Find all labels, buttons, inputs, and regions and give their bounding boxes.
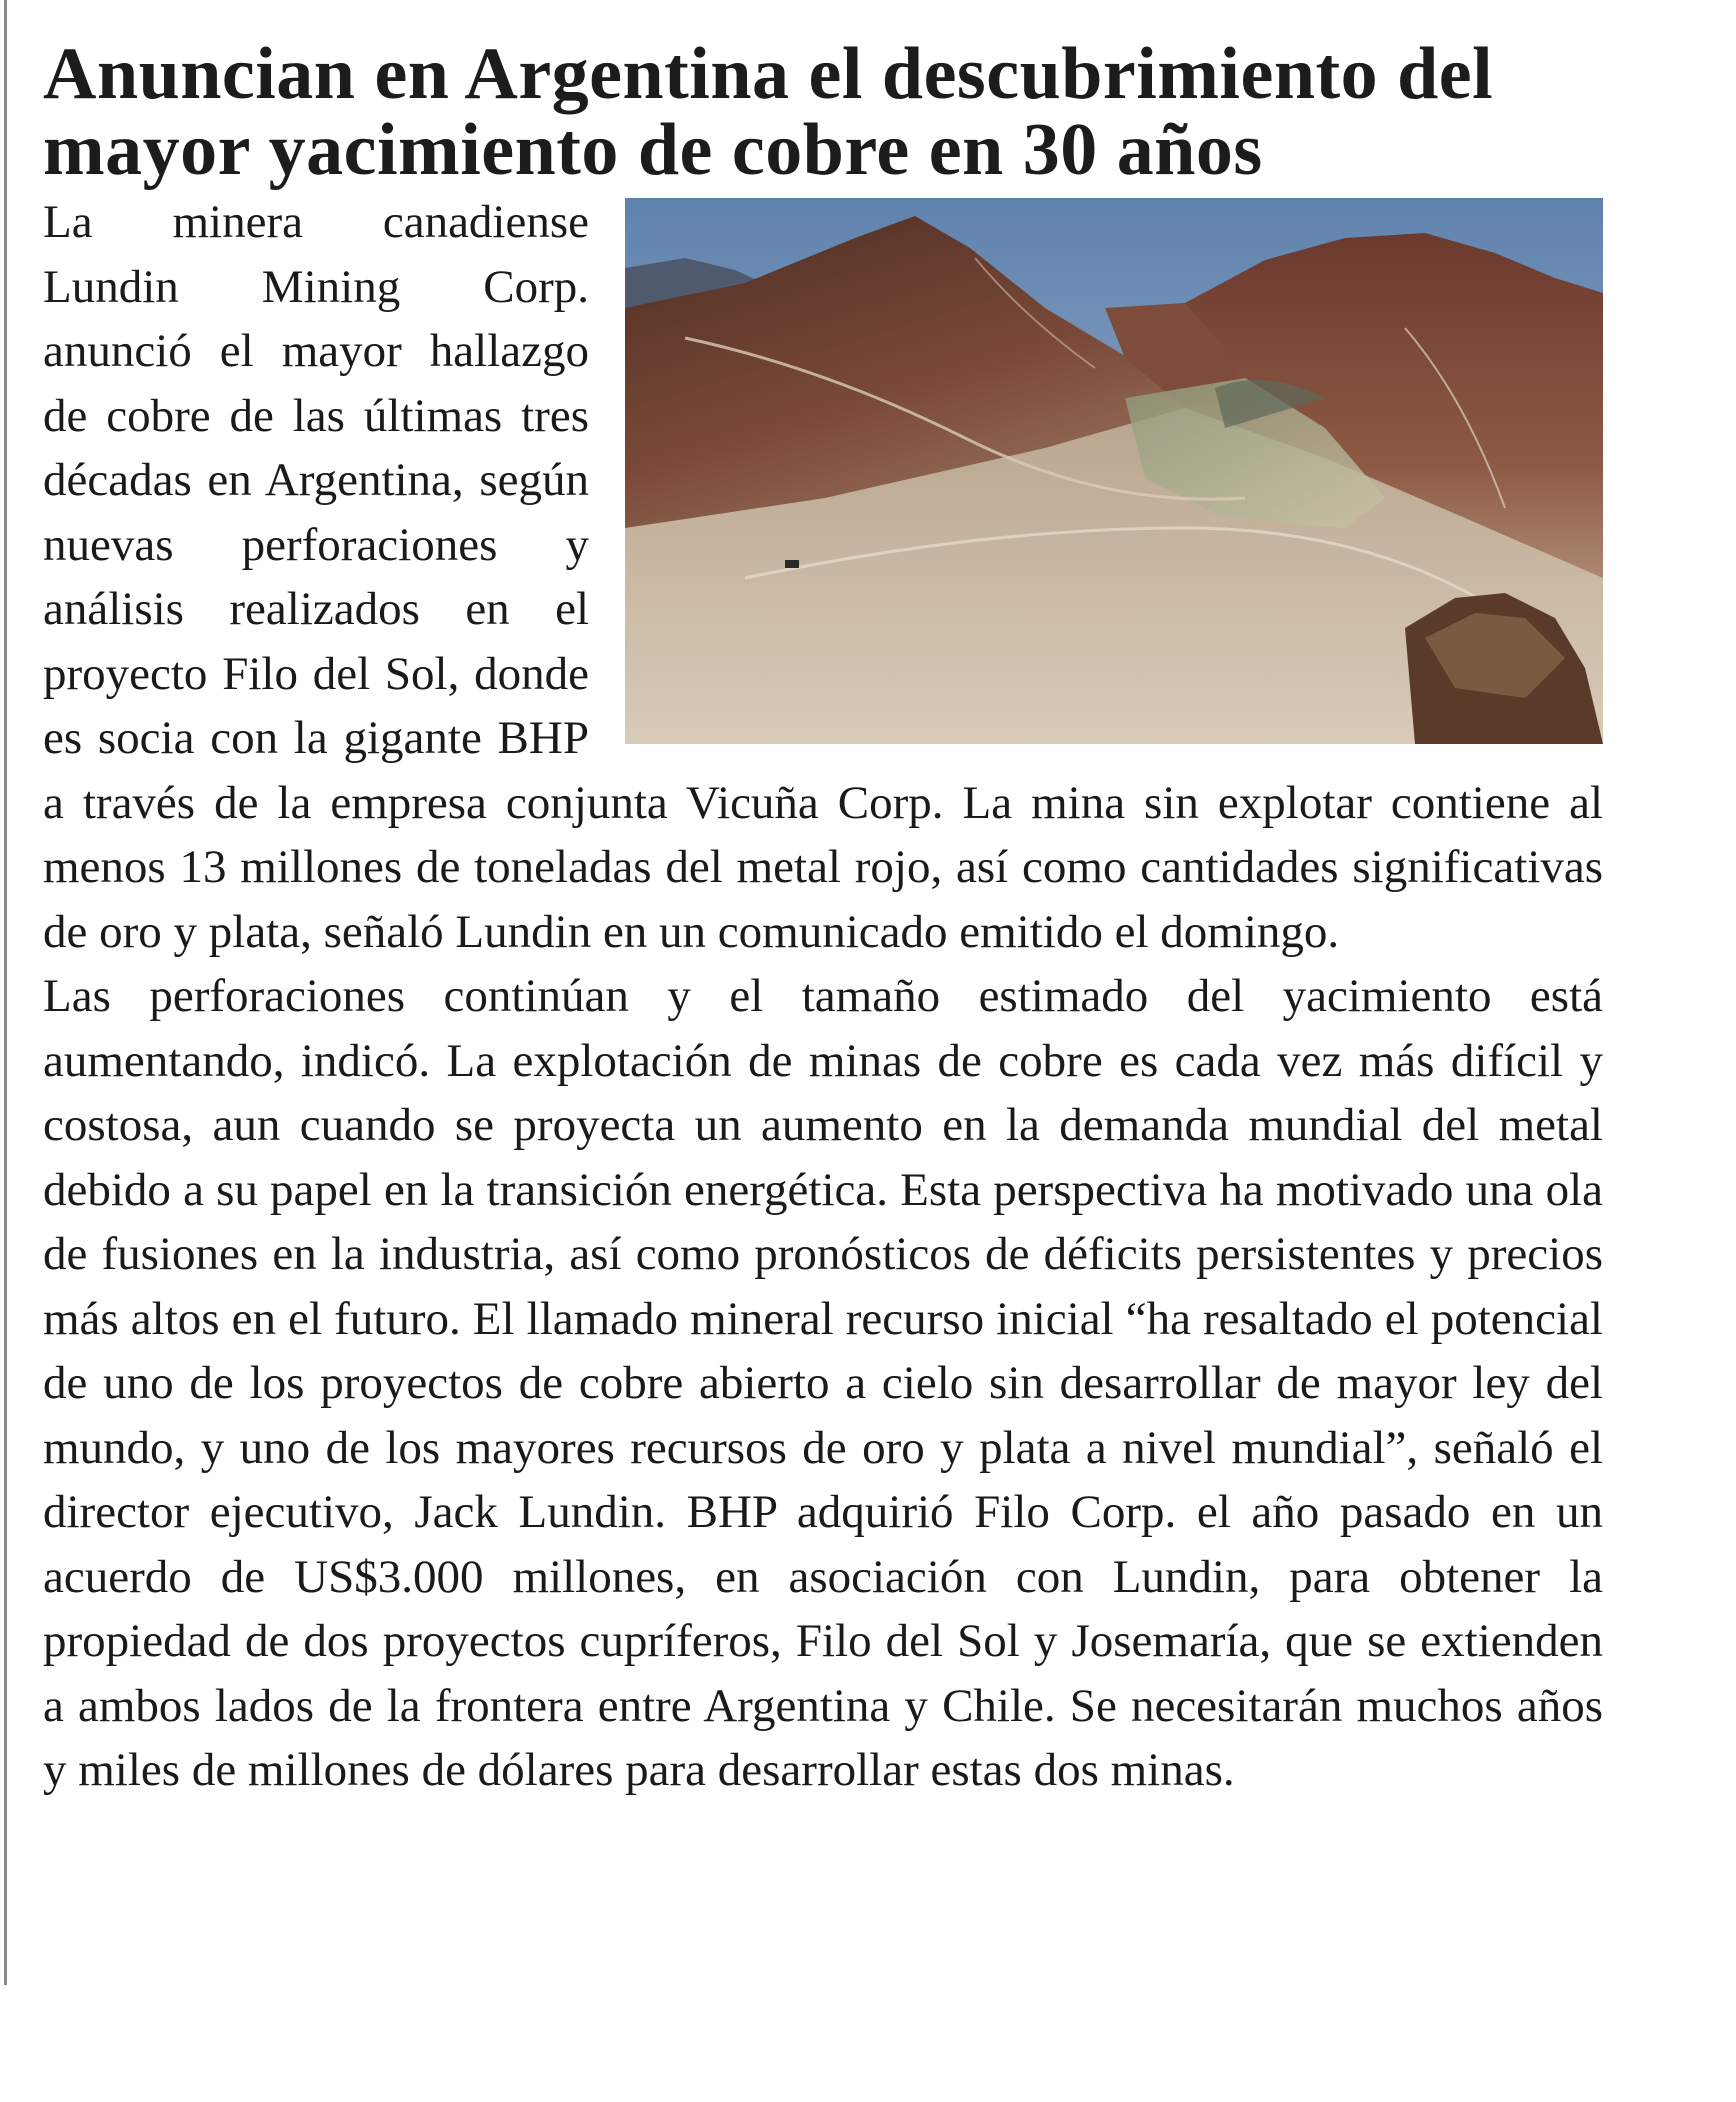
- text-line: nes y análisis realizados: [43, 518, 590, 635]
- paragraph-2: [43, 964, 1603, 1803]
- text-line: cantidades significativas de oro y plata, señaló Lundin en un comunicado: [43, 841, 1603, 958]
- headline: [43, 33, 1603, 191]
- text-line: de dos proyectos cupríferos, Filo del Sol y Josemaría, que se extienden a: [43, 1615, 1603, 1732]
- text-line: anunció el mayor hallaz: [43, 325, 542, 377]
- text-line: años y miles de millones de dólares para desarrollar estas dos minas.: [43, 1679, 1603, 1796]
- headline-line-2: mayor yacimiento de cobre en 30 años: [43, 109, 1263, 191]
- mine-photo: [625, 198, 1603, 744]
- text-line: recurso inicial “ha resaltado el potencial de uno de los proyectos de cobre: [43, 1292, 1603, 1409]
- text-line: emitido el domingo.: [959, 905, 1340, 958]
- text-line: go de cobre de las últimas: [43, 325, 589, 442]
- text-line: Sol, donde es socia con la: [43, 647, 589, 764]
- text-line: del metal debido a su papel en la transición energética. Esta perspectiva: [43, 1099, 1603, 1216]
- text-line: Jack Lundin. BHP adquirió Filo Corp. el año pasado en un acuerdo de: [43, 1486, 1603, 1603]
- text-line: abierto a cielo sin desarrollar de mayor ley del mundo, y uno de los mayo: [43, 1357, 1603, 1474]
- text-line: mentando, indicó. La explotación de minas de cobre es cada vez más difícil: [87, 1034, 1580, 1087]
- drill-rig: [785, 560, 799, 568]
- text-line: y costosa, aun cuando se proyecta un aumento en la demanda mundial: [43, 1034, 1603, 1151]
- text-line: gigante BHP a través de la empresa conjunta Vicuña Corp. La mina sin ex: [43, 712, 1263, 829]
- text-line: déficits persistentes y precios más altos en el futuro. El llamado mineral: [43, 1228, 1603, 1345]
- headline-line-1: Anuncian en Argentina el descubrimiento del: [43, 33, 1494, 115]
- mountain-photo-illustration: [625, 198, 1603, 744]
- text-line: ha motivado una ola de fusiones en la industria, así como pronósticos de: [43, 1163, 1603, 1280]
- text-line: res recursos de oro y plata a nivel mundial”, señaló el director ejecutivo,: [43, 1421, 1603, 1538]
- text-line: en el proyecto Filo del: [43, 583, 590, 700]
- text-line: ambos lados de la frontera entre Argentina y Chile. Se necesitarán muchos: [78, 1679, 1517, 1732]
- text-line: Lundin Mining Corp.: [43, 260, 589, 313]
- text-line: La minera canadiense: [43, 196, 589, 248]
- news-article: [43, 33, 1603, 1803]
- text-line: plotar contiene al menos 13 millones de toneladas del metal rojo, así como: [43, 776, 1603, 893]
- article-body: [43, 190, 1603, 1803]
- text-line: según nuevas perforacio: [43, 454, 589, 571]
- text-line: US$3.000 millones, en asociación con Lundin, para obtener la propiedad: [43, 1550, 1603, 1667]
- text-line: Las perforaciones continúan y el tamaño estimado del yacimiento está au: [43, 970, 1603, 1087]
- text-line: tres décadas en Argentina,: [43, 389, 589, 506]
- left-column-rule: [4, 0, 7, 1985]
